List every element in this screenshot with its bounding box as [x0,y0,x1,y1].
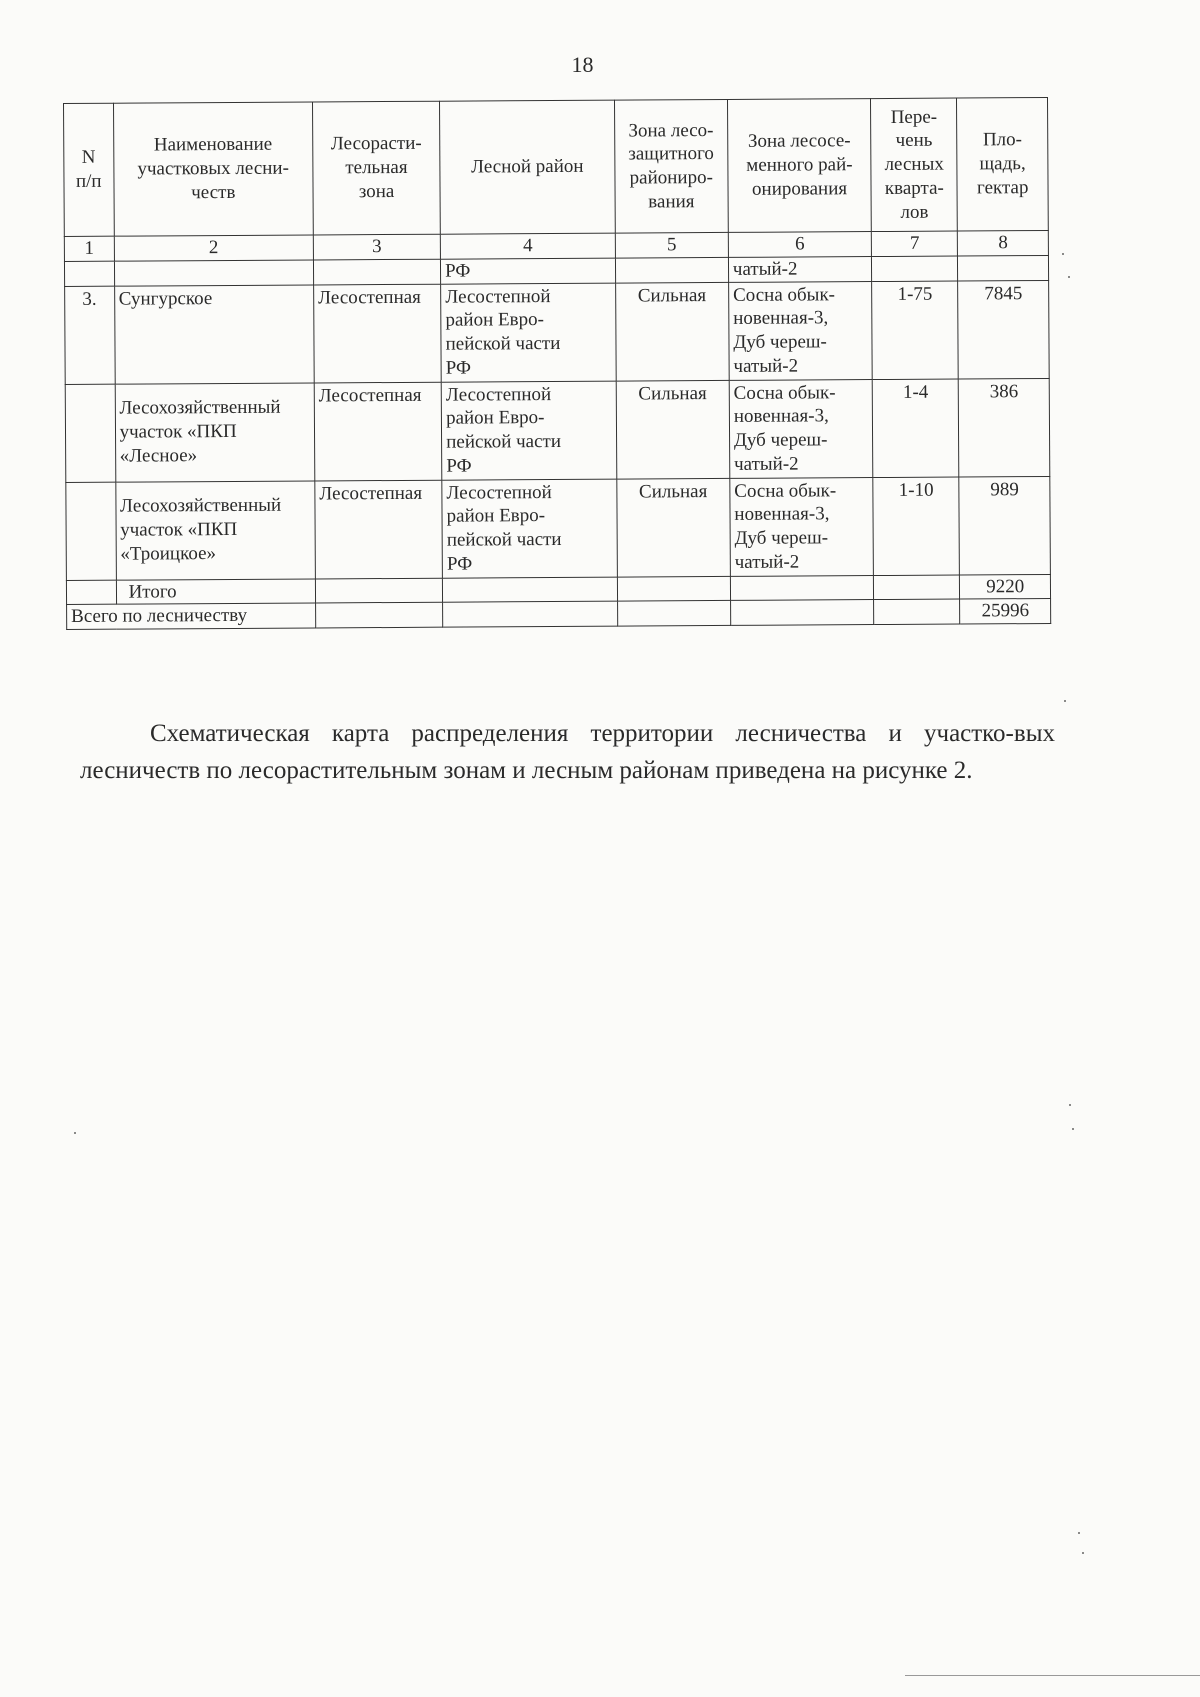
forestry-name: Лесохозяйственный участок «ПКП «Лесное» [119,397,281,467]
header-cell [440,100,615,234]
row-number-cell [65,384,115,482]
column-number: 2 [114,235,314,261]
district-text: Лесостепной район Евро- пейской части РФ [445,285,561,379]
column-number: 6 [728,232,871,258]
scan-speck [1068,276,1070,278]
column-number: 8 [958,230,1049,255]
seed-zone-text: Сосна обык- новенная-3, Дуб череш- чатый-2 [734,479,837,573]
header-cell [113,102,313,236]
scan-speck [1062,253,1064,255]
page-number: 18 [571,52,594,77]
forestry-table [63,97,1051,630]
table-cell [443,601,618,627]
table-row [65,280,1050,384]
header-cell [64,103,114,236]
table-cell [872,256,958,281]
header-text: Пло- щадь, гектар [976,129,1029,199]
table-header-row [64,97,1049,236]
seed-zone-cell [728,281,872,380]
district-cell [442,479,617,578]
column-number: 4 [440,233,615,259]
zone-cell: Лесостепная [314,284,442,383]
total-area: 25996 [960,599,1051,624]
header-cell [614,99,728,233]
total-row [67,599,1051,630]
area-cell: 989 [959,476,1050,575]
header-cell [312,101,440,235]
scan-speck [1082,1552,1084,1554]
protection-cell: Сильная [616,380,730,479]
table-cell [615,257,728,282]
zone-cell: Лесостепная [314,382,442,481]
scan-speck [1064,700,1066,702]
forestry-name: Лесохозяйственный участок «ПКП «Троицкое» [119,495,282,565]
seed-zone-cell [729,379,873,478]
body-paragraph: Схематическая карта распределения территории лесничества и участко-вых лесничеств по лесорастительным зонам и лесным районам приведена на рисунке 2. [80,720,1055,784]
seed-zone-cell: чатый-2 [728,256,871,282]
scan-speck [74,1132,76,1134]
table-cell [313,259,440,285]
scan-speck [1072,1128,1074,1130]
scan-speck [1078,1532,1080,1534]
subtotal-area: 9220 [960,574,1051,599]
column-number: 3 [313,234,440,260]
table-cell [617,576,730,601]
table-cell [315,578,442,604]
table-cell [730,575,873,601]
header-text: Пере- чень лесных кварта- лов [884,106,944,223]
total-label: Всего по лесничеству [67,603,316,629]
header-cell [871,98,958,232]
seed-zone-text: Сосна обык- новенная-3, Дуб череш- чатый-2 [733,381,836,475]
seed-zone-text: Сосна обык- новенная-3, Дуб череш- чатый-2 [732,283,836,377]
quarters-cell: 1-10 [873,477,960,576]
table-cell [315,602,442,628]
quarters-cell: 1-75 [872,281,959,380]
protection-cell: Сильная [615,282,729,381]
header-text: Лесорасти- тельная зона [330,133,422,203]
area-cell: 7845 [958,280,1049,379]
district-cell: РФ [441,258,616,284]
header-cell [727,99,871,233]
table-cell [64,261,114,286]
forestry-name: Сунгурское [118,287,213,310]
table-cell [874,575,960,600]
forestry-name-cell [115,480,315,579]
seed-zone-cell [730,477,874,576]
column-number: 7 [871,231,957,256]
forestry-name-cell [115,382,315,481]
row-number-cell [66,482,116,580]
district-text: Лесостепной район Евро- пейской части РФ [445,383,562,477]
table-cell [443,577,618,603]
table-cell [958,255,1049,280]
table-cell [66,580,116,605]
district-cell [441,283,616,382]
table-row [65,378,1050,482]
scan-edge-line [905,1675,1200,1676]
table-cell [874,599,960,624]
row-number-cell: 3. [65,286,115,384]
quarters-cell: 1-4 [872,379,959,478]
table-cell [617,601,730,626]
forestry-name-cell [114,284,314,383]
table-row [66,476,1051,580]
protection-cell: Сильная [617,478,731,577]
table-cell [730,600,873,626]
scan-speck [1069,1104,1071,1106]
column-number: 1 [64,236,114,261]
column-number: 5 [615,232,728,257]
header-text: Зона лесо- защитного райониро- вания [628,119,714,213]
district-cell [441,381,616,480]
header-text: N п/п [75,147,102,192]
header-cell [957,97,1048,231]
area-cell: 386 [959,378,1050,477]
subtotal-label: Итого [116,578,316,604]
zone-cell: Лесостепная [315,480,443,579]
table-cell [114,260,314,286]
header-text: Лесной район [471,155,584,178]
header-text: Зона лесосе- менного рай- онирования [746,130,853,200]
district-text: Лесостепной район Евро- пейской части РФ [446,481,562,575]
header-text: Наименование участковых лесни- честв [137,134,289,204]
